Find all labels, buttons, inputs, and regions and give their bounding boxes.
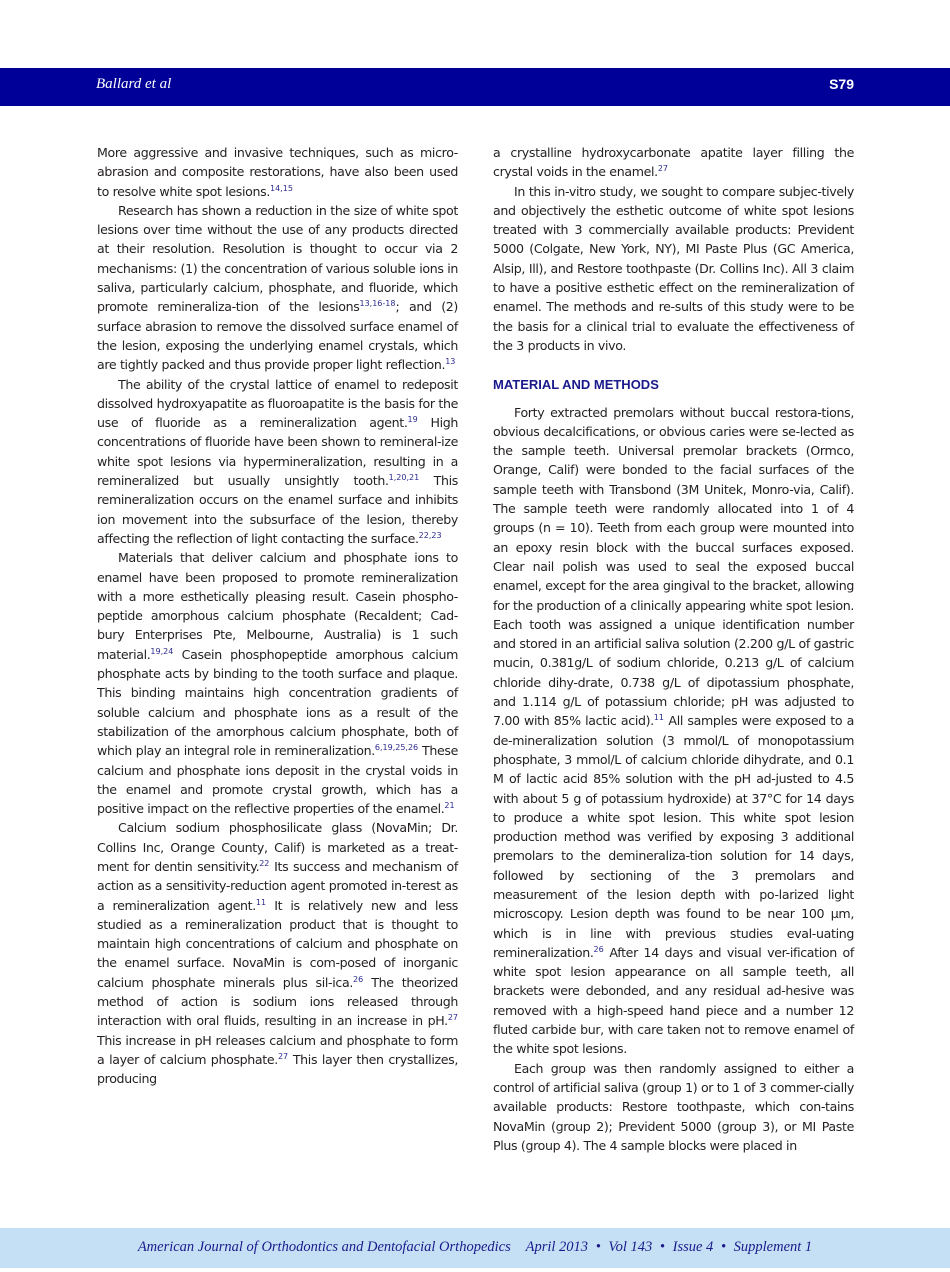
journal-name: American Journal of Orthodontics and Dentofacial Orthopedics [137, 1239, 511, 1255]
paragraph-text: It is relatively new and less studied as a remineralization product that is thought to maintain high concentrations of calcium and phosphate on the enamel surface. NovaMin is com-posed of inorganic calcium phosphate minerals plus sil-ica. [97, 897, 458, 990]
paragraph [97, 375, 458, 549]
paragraph-text: ; and (2) surface abrasion to remove the dissolved surface enamel of the lesion, exposing the underlying enamel crystals, which are tightly packed and thus provide proper light reflection. [97, 299, 458, 373]
citation-ref[interactable]: 14,15 [270, 183, 293, 193]
page-number: S79 [829, 76, 854, 92]
citation-ref[interactable]: 21 [444, 801, 455, 811]
citation-ref[interactable]: 13 [445, 357, 456, 367]
paragraph-text: All samples were exposed to a de-mineralization solution (3 mmol/L of monopotassium phosphate, 3 mmol/L of calcium chloride dihydrate, and 0.1 M of lactic acid 85% solution with the pH ad-justed to 4.5 with about 5 g of potassium hydroxide) at 37°C for 14 days to produce a white spot lesion. This white spot lesion production method was verified by exposing 3 additional premolars to the demineraliza-tion solution for 14 days, followed by sectioning of the 3 premolars and measurement of the lesion depth with po-larized light microscopy. Lesion depth was found to be near 100 μm, which is in line with previous studies eval-uating remineralization. [493, 713, 854, 960]
paragraph-text: The theorized method of action is sodium ions released through interaction with oral fluids, resulting in an increase in pH. [97, 974, 458, 1029]
citation-ref[interactable]: 11 [255, 897, 267, 907]
paragraph-text: High concentrations of fluoride have been shown to remineral-ize white spot lesions via hypermineralization, resulting in a remineralized but usually unsightly tooth. [97, 415, 458, 489]
paragraph-text: Calcium sodium phosphosilicate glass (NovaMin; Dr. Collins Inc, Orange County, Calif) is marketed as a treat-ment for dentin sensitivity. [97, 820, 458, 874]
right-column [493, 143, 854, 1155]
paragraph [493, 1059, 854, 1155]
paragraph-text: More aggressive and invasive techniques, such as micro-abrasion and composite restorations, have also been used to resolve white spot lesions. [97, 145, 458, 199]
paragraph [97, 548, 458, 818]
paragraph [493, 403, 854, 1059]
citation-ref[interactable]: 22,23 [418, 530, 442, 540]
paragraph [97, 201, 458, 375]
issue: Issue 4 [672, 1239, 714, 1255]
journal-footer [0, 1239, 950, 1256]
citation-ref[interactable]: 1,20,21 [388, 473, 420, 483]
bullet-separator: • [659, 1239, 665, 1255]
citation-ref[interactable]: 19 [407, 415, 418, 425]
paragraph [97, 143, 458, 201]
paragraph-text: The ability of the crystal lattice of enamel to redeposit dissolved hydroxyapatite as fluoroapatite is the basis for the use of fluoride as a remineralization agent. [97, 376, 458, 431]
paragraph-text: These calcium and phosphate ions deposit in the crystal voids in the enamel and promote crystal growth, which has a positive impact on the reflective properties of the enamel. [97, 743, 458, 817]
paragraph [493, 182, 854, 356]
paragraph-text: After 14 days and visual ver-ification of white spot lesion appearance on all sample teeth, all brackets were debonded, and any residual ad-hesive was removed with a high-speed hand piece and a number 12 fluted carbide bur, with care taken not to remove enamel of the white spot lesions. [493, 944, 854, 1057]
citation-ref[interactable]: 13,16-18 [359, 299, 396, 309]
paragraph-text: Its success and mechanism of action as a sensitivity-reduction agent promoted in-terest as a remineralization agent. [97, 858, 458, 913]
citation-ref[interactable]: 26 [352, 974, 364, 984]
volume: Vol 143 [608, 1239, 653, 1255]
left-column [97, 143, 458, 1089]
citation-ref[interactable]: 27 [657, 164, 668, 174]
paragraph-text: This increase in pH releases calcium and phosphate to form a layer of calcium phosphate. [97, 1032, 458, 1067]
citation-ref[interactable]: 27 [277, 1051, 289, 1061]
paragraph-text: Casein phosphopeptide amorphous calcium phosphate acts by binding to the tooth surface and plaque. This binding maintains high concentration gradients of soluble calcium and phosphate ions as a result of the stabilization of the amorphous calcium phosphate, both of which play an integral role in remineralization. [97, 646, 458, 759]
citation-ref[interactable]: 26 [593, 944, 604, 954]
citation-ref[interactable]: 6,19,25,26 [374, 743, 419, 753]
paragraph-text: This layer then crystallizes, producing [97, 1051, 458, 1087]
bullet-separator: • [595, 1239, 601, 1255]
bullet-separator: • [720, 1239, 727, 1255]
paragraph-text: Forty extracted premolars without buccal restora-tions, obvious decalcifications, or obvious caries were se-lected as the sample teeth. Universal premolar brackets (Ormco, Orange, Calif) were bonded to the facial surfaces of the sample teeth with Transbond (3M Unitek, Monro-via, Calif). The sample teeth were randomly allocated into 1 of 4 groups (n = 10). Teeth from each group were mounted into an epoxy resin block with the buccal surfaces exposed. Clear nail polish was used to seal the exposed buccal enamel, except for the area gingival to the bracket, allowing for the production of a clinically appearing white spot lesion. Each tooth was assigned a unique identification number and stored in an artificial saliva solution (2.200 g/L of gastric mucin, 0.381g/L of sodium chloride, 0.213 g/L of calcium chloride dihy-drate, 0.738 g/L of dipotassium phosphate, and 1.114 g/L of potassium chloride; pH was adjusted to 7.00 with 85% lactic acid). [493, 404, 854, 729]
citation-ref[interactable]: 22 [259, 858, 270, 868]
issue-date: April 2013 [525, 1239, 589, 1255]
paragraph-text: Each group was then randomly assigned to either a control of artificial saliva (group 1) or to 1 of 3 commer-cially available products: Restore toothpaste, which con-tains NovaMin (group 2); Prevident 5000 (group 3), or MI Paste Plus (group 4). The 4 sample blocks were placed in [493, 1060, 854, 1153]
running-head-authors: Ballard et al [96, 76, 172, 92]
paragraph-text: In this in-vitro study, we sought to compare subjec-tively and objectively the esthetic outcome of white spot lesions treated with 3 commercially available products: Prevident 5000 (Colgate, New York, NY), MI Paste Plus (GC America, Alsip, Ill), and Restore toothpaste (Dr. Collins Inc). All 3 claim to have a positive esthetic effect on the remineralization of enamel. The methods and re-sults of this study were to be the basis for a clinical trial to evaluate the effectiveness of the 3 products in vivo. [493, 183, 854, 353]
paragraph-text: a crystalline hydroxycarbonate apatite layer filling the crystal voids in the enamel. [493, 145, 854, 180]
section-heading: MATERIAL AND METHODS [493, 377, 659, 393]
citation-ref[interactable]: 27 [447, 1013, 458, 1023]
paragraph [97, 818, 458, 1088]
citation-ref[interactable]: 11 [653, 713, 665, 723]
paragraph-text: This remineralization occurs on the enamel surface and inhibits ion movement into the subsurface of the lesion, thereby affecting the reflection of light contacting the surface. [97, 473, 458, 546]
paragraph-text: Research has shown a reduction in the size of white spot lesions over time without the use of any products directed at their resolution. Resolution is thought to occur via 2 mechanisms: (1) the concentration of various soluble ions in saliva, particularly calcium, phosphate, and fluoride, which promote remineraliza-tion of the lesions [97, 202, 458, 315]
citation-ref[interactable]: 19,24 [150, 646, 174, 656]
paragraph-text: Materials that deliver calcium and phosphate ions to enamel have been proposed to promote remineralization with a more esthetically pleasing result. Casein phospho-peptide amorphous calcium phosphate (Recaldent; Cad-bury Enterprises Pte, Melbourne, Australia) is 1 such material. [97, 550, 458, 662]
paragraph [493, 143, 854, 182]
supplement: Supplement 1 [733, 1239, 813, 1255]
